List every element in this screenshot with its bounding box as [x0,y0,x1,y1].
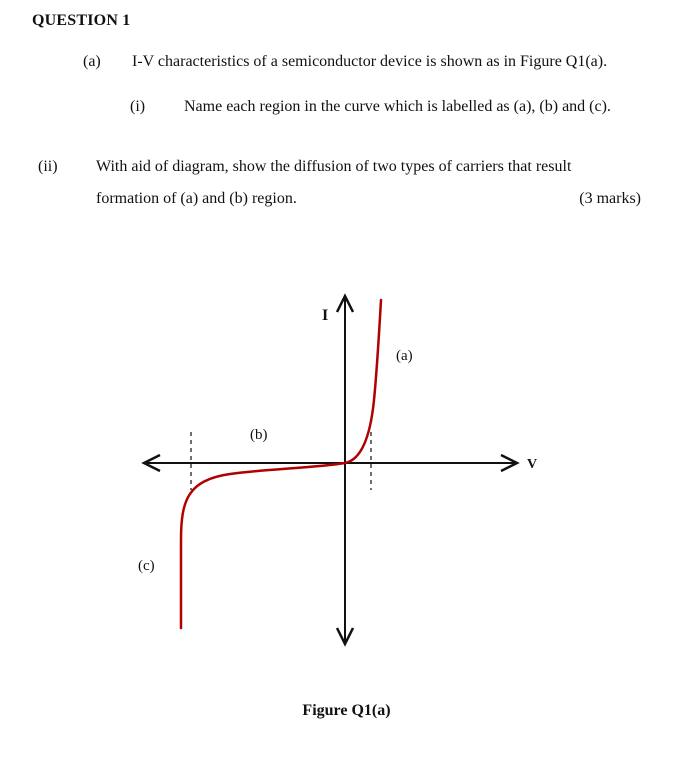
part-ii-label: (ii) [38,158,58,175]
part-i-text: Name each region in the curve which is labelled as (a), (b) and (c). [184,98,611,115]
region-c-label: (c) [138,558,155,574]
i-axis-label: I [322,307,329,324]
part-a-text: I-V characteristics of a semiconductor device is shown as in Figure Q1(a). [132,53,608,70]
part-a-label: (a) [83,53,101,70]
region-a-label: (a) [396,348,413,364]
region-b-label: (b) [250,427,268,443]
part-ii-text-line1: With aid of diagram, show the diffusion of two types of carriers that result [96,158,572,175]
question-title: QUESTION 1 [32,12,131,29]
part-ii-marks: (3 marks) [579,190,641,207]
part-i-label: (i) [130,98,146,115]
figure-caption: Figure Q1(a) [302,702,391,719]
v-axis-label: V [527,457,538,472]
part-ii-text-line2: formation of (a) and (b) region. [96,190,297,207]
